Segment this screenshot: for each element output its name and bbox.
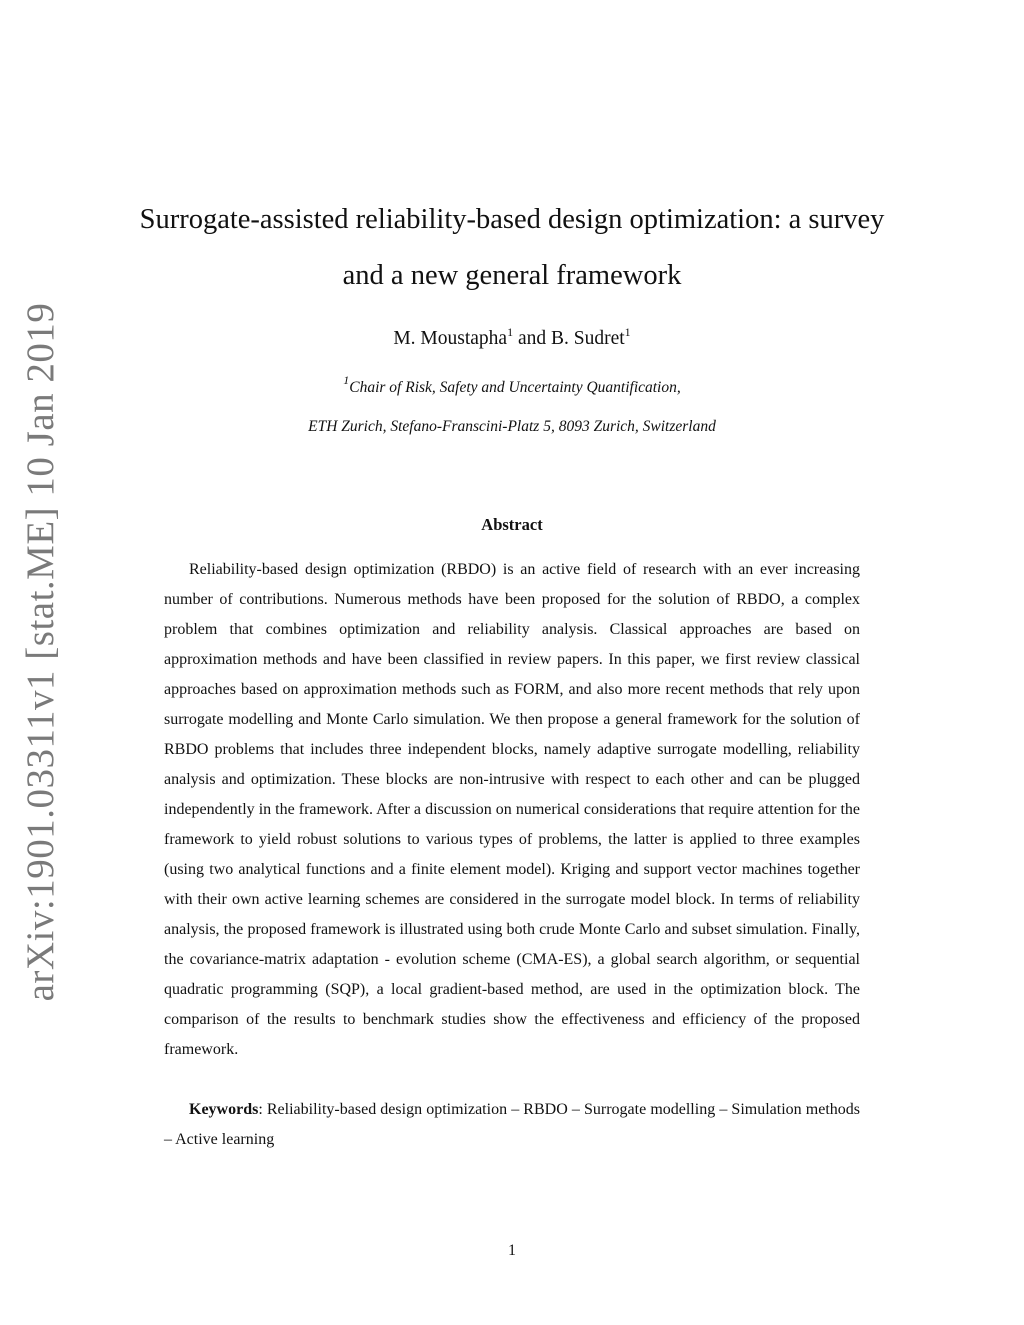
author-list <box>100 325 924 353</box>
affiliation-line-2: ETH Zurich, Stefano-Franscini-Platz 5, 8093 Zurich, Switzerland <box>308 418 716 435</box>
affiliation-line-1 <box>100 373 924 399</box>
arxiv-identifier-stamp: arXiv:1901.03311v1 [stat.ME] 10 Jan 2019 <box>19 302 62 1002</box>
abstract-heading: Abstract <box>481 515 543 534</box>
page-number: 1 <box>508 1242 516 1259</box>
paper-title-line-2: and a new general framework <box>342 260 682 291</box>
affiliation-text: Chair of Risk, Safety and Uncertainty Quantification, <box>349 379 681 396</box>
affiliation-mark: 1 <box>507 325 514 339</box>
abstract-body: Reliability-based design optimization (RBDO) is an active field of research with an ever increasing number of contributions. Numerous methods have been proposed for the solution of RBDO, a complex problem that combines optimization and reliability analysis. Classical approaches are based on approximation methods and have been classified in review papers. In this paper, we first review classical approaches based on approximation methods such as FORM, and also more recent methods that rely upon surrogate modelling and Monte Carlo simulation. We then propose a general framework for the solution of RBDO problems that includes three independent blocks, namely adaptive surrogate modelling, reliability analysis and optimization. These blocks are non-intrusive with respect to each other and can be plugged independently in the framework. After a discussion on numerical considerations that require attention for the framework to yield robust solutions to various types of problems, the latter is applied to three examples (using two analytical functions and a finite element model). Kriging and support vector machines together with their own active learning schemes are considered in the surrogate model block. In terms of reliability analysis, the proposed framework is illustrated using both crude Monte Carlo and subset simulation. Finally, the covariance-matrix adaptation - evolution scheme (CMA-ES), a global search algorithm, or sequential quadratic programming (SQP), a local gradient-based method, are used in the optimization block. The comparison of the results to benchmark studies show the effectiveness and efficiency of the proposed framework. <box>164 561 860 1058</box>
affiliation-mark: 1 <box>624 325 631 339</box>
author-name: M. Moustapha <box>393 328 508 349</box>
keywords-paragraph <box>164 1095 860 1155</box>
affiliation-mark: 1 <box>343 373 350 387</box>
author-connector: and <box>513 328 551 349</box>
author-name: B. Sudret <box>550 328 625 349</box>
keywords-label: Keywords <box>189 1101 259 1118</box>
paper-title-line-1: Surrogate-assisted reliability-based design optimization: a survey <box>139 204 885 235</box>
keywords-text: : Reliability-based design optimization – RBDO – Surrogate modelling – Simulation methods – Active learning <box>164 1101 860 1148</box>
